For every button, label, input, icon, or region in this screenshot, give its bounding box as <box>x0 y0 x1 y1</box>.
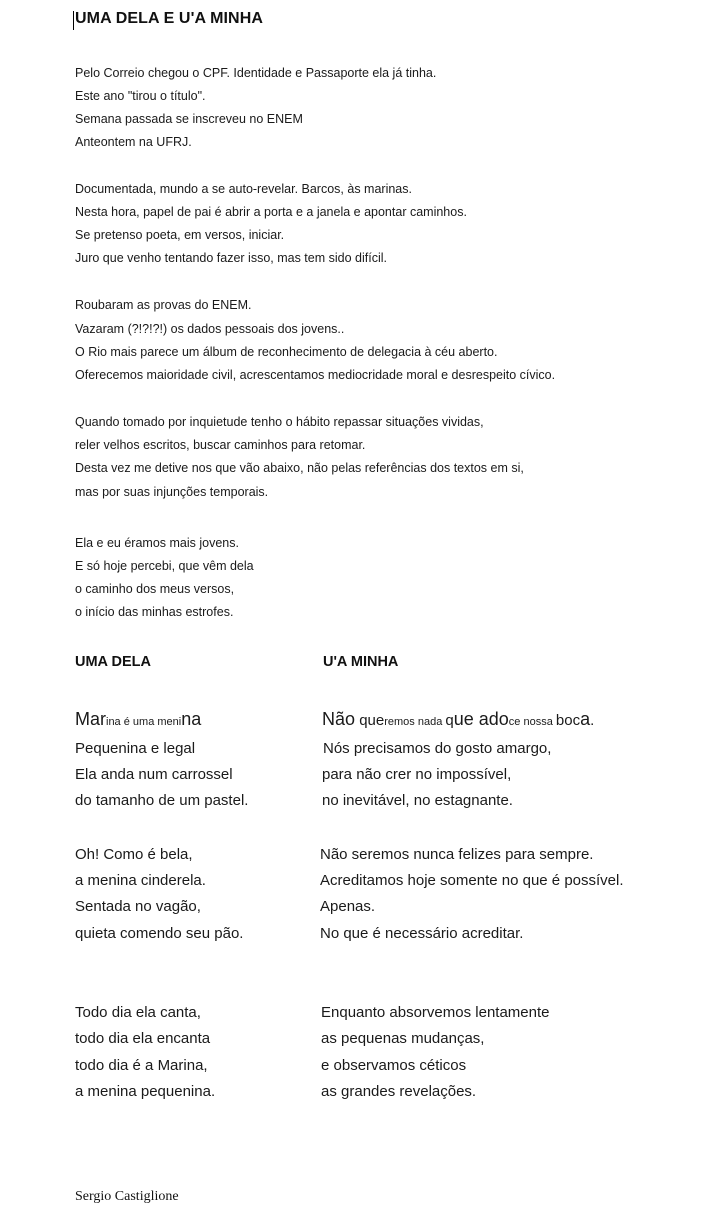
first-line-part: na <box>181 709 202 729</box>
intro-line: O Rio mais parece um álbum de reconhecimento de delegacia à céu aberto. <box>75 345 498 359</box>
intro-line: o início das minhas estrofes. <box>75 605 234 619</box>
left-poem-line: Oh! Como é bela, <box>75 846 193 863</box>
first-line-part: a <box>580 709 591 729</box>
intro-line: Semana passada se inscreveu no ENEM <box>75 112 303 126</box>
intro-line: Anteontem na UFRJ. <box>75 135 192 149</box>
first-line-part: boc <box>555 712 581 729</box>
left-poem-line: a menina cinderela. <box>75 872 206 889</box>
first-line-part: remos nada <box>384 716 446 728</box>
left-poem-line: todo dia ela encanta <box>75 1030 211 1047</box>
right-poem-line: Acreditamos hoje somente no que é possível. <box>320 872 624 889</box>
left-poem-line: Sentada no vagão, <box>75 898 201 915</box>
first-line-part: q <box>445 712 454 729</box>
intro-line: Juro que venho tentando fazer isso, mas tem sido difícil. <box>75 251 387 265</box>
first-line-part: Não <box>322 709 356 729</box>
right-poem-line: Nós precisamos do gosto amargo, <box>323 740 552 757</box>
intro-line: Documentada, mundo a se auto-revelar. Barcos, às marinas. <box>75 182 412 196</box>
intro-line: mas por suas injunções temporais. <box>75 485 269 499</box>
intro-line: o caminho dos meus versos, <box>75 582 235 596</box>
intro-line: Vazaram (?!?!?!) os dados pessoais dos jovens.. <box>75 322 345 336</box>
left-poem-line: todo dia é a Marina, <box>75 1057 208 1074</box>
page-title: UMA DELA E U'A MINHA <box>75 10 264 27</box>
left-poem-heading: UMA DELA <box>75 654 151 670</box>
right-poem-line: Não seremos nunca felizes para sempre. <box>320 846 594 863</box>
intro-line: Quando tomado por inquietude tenho o hábito repassar situações vividas, <box>75 415 484 429</box>
left-poem-line: do tamanho de um pastel. <box>75 792 249 809</box>
intro-line: Este ano "tirou o título". <box>75 89 206 103</box>
right-poem-line: as grandes revelações. <box>321 1083 477 1100</box>
right-poem-line: Apenas. <box>320 898 376 915</box>
first-line-part: que <box>355 712 385 729</box>
first-line-part: . <box>590 712 595 729</box>
intro-line: Roubaram as provas do ENEM. <box>75 298 252 312</box>
intro-line: Oferecemos maioridade civil, acrescentamos mediocridade moral e desrespeito cívico. <box>75 368 556 382</box>
right-poem-line: no inevitável, no estagnante. <box>322 792 513 809</box>
intro-line: reler velhos escritos, buscar caminhos para retomar. <box>75 438 366 452</box>
intro-line: Se pretenso poeta, em versos, iniciar. <box>75 228 285 242</box>
left-poem-line: Pequenina e legal <box>75 740 196 757</box>
right-poem-first-line <box>322 709 594 730</box>
right-poem-line: as pequenas mudanças, <box>321 1030 485 1047</box>
left-poem-line: Todo dia ela canta, <box>75 1004 201 1021</box>
right-poem-line: e observamos céticos <box>321 1057 467 1074</box>
intro-line: Nesta hora, papel de pai é abrir a porta e a janela e apontar caminhos. <box>75 205 467 219</box>
right-poem-heading: U'A MINHA <box>323 654 399 670</box>
first-line-part: Mar <box>75 709 106 729</box>
intro-line: Ela e eu éramos mais jovens. <box>75 536 239 550</box>
left-poem-first-line <box>75 709 201 730</box>
first-line-part: ina é uma meni <box>106 716 182 728</box>
right-poem-line: No que é necessário acreditar. <box>320 925 524 942</box>
signature: Sergio Castiglione <box>75 1189 179 1204</box>
left-poem-line: quieta comendo seu pão. <box>75 925 244 942</box>
first-line-part: ce nossa <box>508 716 556 728</box>
right-poem-line: para não crer no impossível, <box>322 766 512 783</box>
intro-line: Pelo Correio chegou o CPF. Identidade e Passaporte ela já tinha. <box>75 66 437 80</box>
intro-line: Desta vez me detive nos que vão abaixo, não pelas referências dos textos em si, <box>75 461 524 475</box>
left-poem-line: a menina pequenina. <box>75 1083 216 1100</box>
left-poem-line: Ela anda num carrossel <box>75 766 233 783</box>
intro-line: E só hoje percebi, que vêm dela <box>75 559 254 573</box>
text-cursor <box>73 11 74 30</box>
first-line-part: ue ado <box>453 709 509 729</box>
right-poem-line: Enquanto absorvemos lentamente <box>321 1004 550 1021</box>
